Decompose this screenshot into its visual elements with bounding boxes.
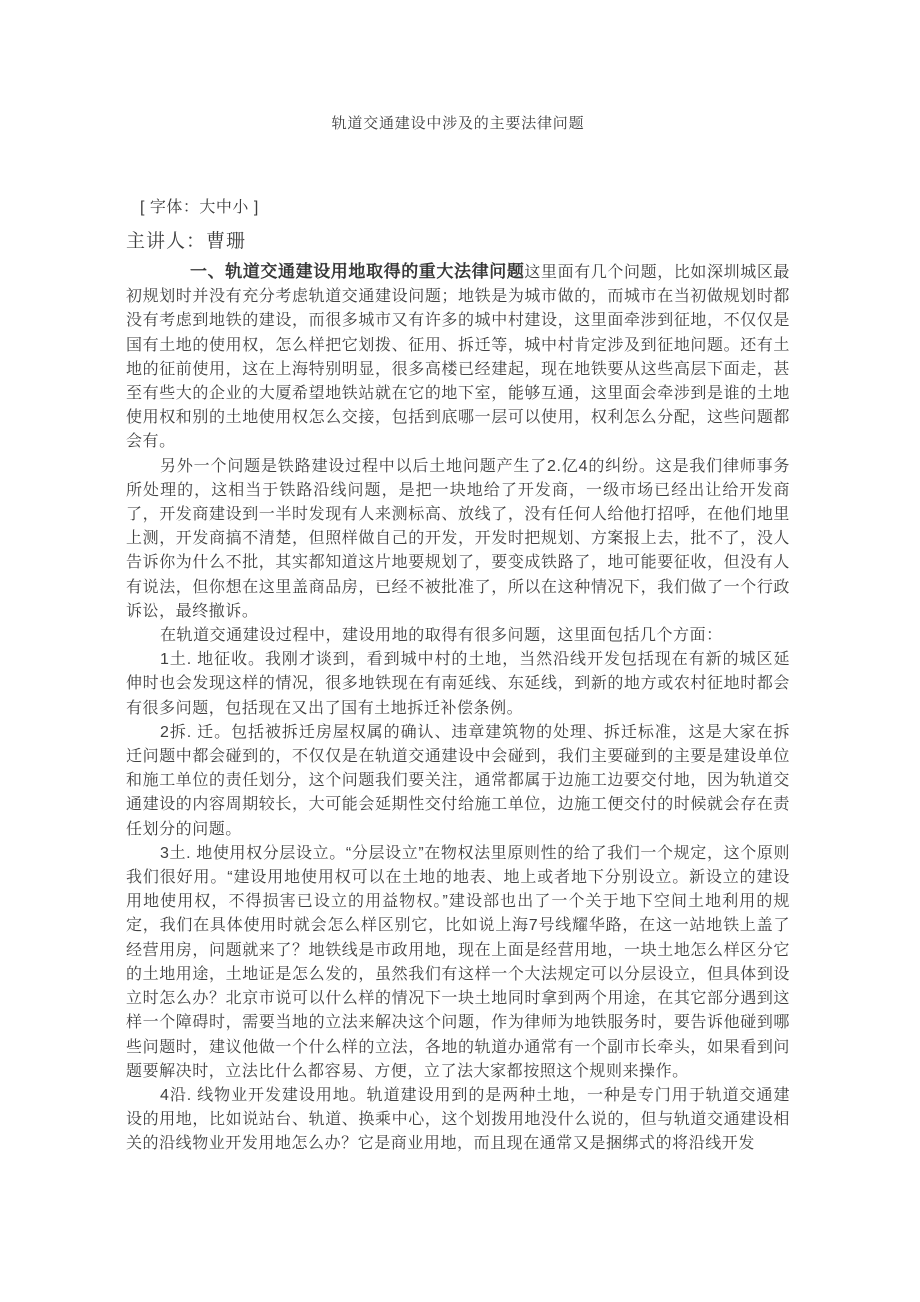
paragraph-text: 另外一个问题是铁路建设过程中以后土地问题产生了2.亿4的纠纷。这是我们律师事务所处理的，这相当于铁路沿线问题，是把一块地给了开发商，一级市场已经出让给开发商了，开发商建设到一半时发现有人来测标高、放线了，没有任何人给他打招呼，在他们地里上测，开发商搞不清楚，但照样做自己的开发，开发时把规划、方案报上去，批不了，没人告诉你为什么不批，其实都知道这片地要规划了，要变成铁路了，地可能要征收，但没有人有说法，但你想在这里盖商品房，已经不被批准了，所以在这种情况下，我们做了一个行政诉讼，最终撤诉。 xyxy=(126,457,790,620)
paragraph-text: 2拆. 迁。包括被拆迁房屋权属的确认、违章建筑物的处理、拆迁标准，这是大家在拆迁问题中都会碰到的，不仅仅是在轨道交通建设中会碰到，我们主要碰到的主要是建设单位和施工单位的责任划分，这个问题我们要关注，通常都属于边施工边要交付地，因为轨道交通建设的内容周期较长，大可能会延期性交付给施工单位，边施工便交付的时候就会存在责任划分的问题。 xyxy=(126,723,790,838)
paragraph-text: 4沿. 线物业开发建设用地。轨道建设用到的是两种土地，一种是专门用于轨道交通建设的用地，比如说站台、轨道、换乘中心，这个划拨用地没什么说的，但与轨道交通建设相关的沿线物业开发用地怎么办？它是商业用地，而且现在通常又是捆绑式的将沿线开发 xyxy=(126,1086,790,1153)
font-size-selector: [ 字体：大中小 ] xyxy=(140,199,259,216)
paragraph-text: 1土. 地征收。我刚才谈到，看到城中村的土地，当然沿线开发包括现在有新的城区延伸时也会发现这样的情况，很多地铁现在有南延线、东延线，到新的地方或农村征地时都会有很多问题，包括现在又出了国有土地拆迁补偿条例。 xyxy=(126,651,790,717)
speaker-line: 主讲人：曹珊 xyxy=(126,231,247,252)
paragraph xyxy=(126,721,790,842)
paragraph xyxy=(126,1084,790,1157)
paragraph-text: 在轨道交通建设过程中，建设用地的取得有很多问题，这里面包括几个方面： xyxy=(160,627,723,645)
paragraph xyxy=(126,842,790,1084)
paragraph xyxy=(126,455,790,624)
page-title: 轨道交通建设中涉及的主要法律问题 xyxy=(331,115,585,132)
paragraph xyxy=(126,624,790,648)
section-heading: 一、轨道交通建设用地取得的重大法律问题 xyxy=(190,262,525,281)
paragraph xyxy=(126,648,790,721)
paragraph-text: 这里面有几个问题，比如深圳城区最初规划时并没有充分考虑轨道交通建设问题；地铁是为城市做的，而城市在当初做规划时都没有考虑到地铁的建设，而很多城市又有许多的城中村建设，这里面牵涉到征地，不仅仅是国有土地的使用权，怎么样把它划拨、征用、拆迁等，城中村肯定涉及到征地问题。还有土地的征前使用，这在上海特别明显，很多高楼已经建起，现在地铁要从这些高层下面走，甚至有些大的企业的大厦希望地铁站就在它的地下室，能够互通，这里面会牵涉到是谁的土地使用权和别的土地使用权怎么交接，包括到底哪一层可以使用，权利怎么分配，这些问题都会有。 xyxy=(126,264,790,451)
document-body xyxy=(126,260,790,1157)
paragraph xyxy=(126,260,790,455)
paragraph-text: 3土. 地使用权分层设立。“分层设立”在物权法里原则性的给了我们一个规定，这个原则我们很好用。“建设用地使用权可以在土地的地表、地上或者地下分别设立。新设立的建设用地使用权，不得损害已设立的用益物权。”建设部也出了一个关于地下空间土地利用的规定，我们在具体使用时就会怎么样区别它，比如说上海7号线耀华路，在这一站地铁上盖了经营用房，问题就来了？地铁线是市政用地，现在上面是经营用地，一块土地怎么样区分它的土地用途，土地证是怎么发的，虽然我们有这样一个大法规定可以分层设立，但具体到设立时怎么办？北京市说可以什么样的情况下一块土地同时拿到两个用途，在其它部分遇到这样一个障碍时，需要当地的立法来解决这个问题，作为律师为地铁服务时，要告诉他碰到哪些问题时，建议他做一个什么样的立法，各地的轨道办通常有一个副市长牵头，如果看到问题要解决时，立法比什么都容易、方便，立了法大家都按照这个规则来操作。 xyxy=(126,844,790,1080)
